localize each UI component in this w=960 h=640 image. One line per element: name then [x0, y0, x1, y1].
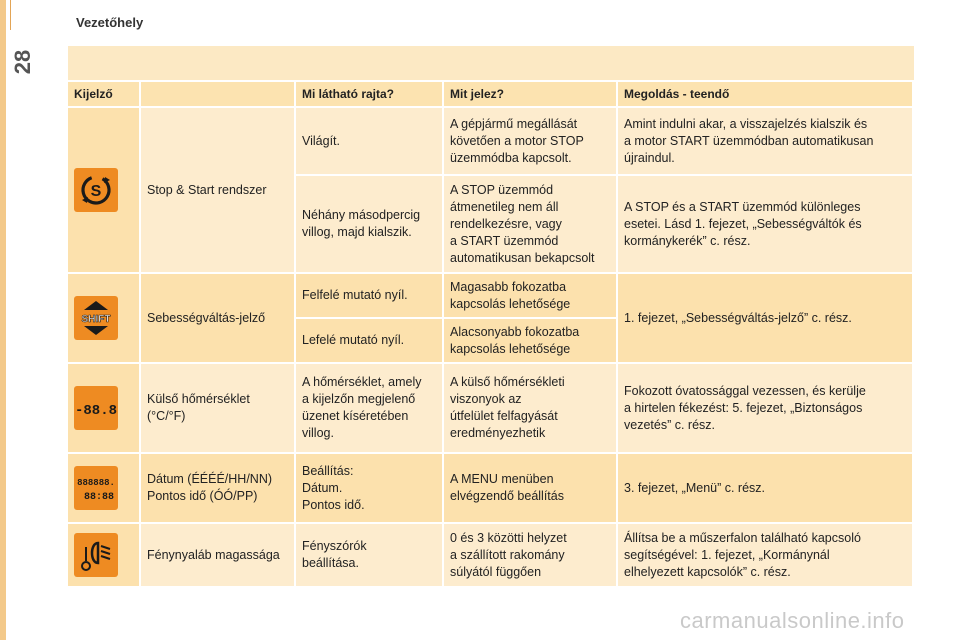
table-cell-name: Sebességváltás-jelző [141, 274, 296, 364]
table-cell-meaning: A STOP üzemmód átmenetileg nem áll rendelkezésre, vagy a START üzemmód automatikusan bekapcsolt [444, 176, 618, 274]
svg-text:S: S [90, 183, 102, 200]
svg-text:SHIFT: SHIFT [81, 314, 111, 325]
table-cell-action: Fokozott óvatossággal vezessen, és kerülje a hirtelen fékezést: 5. fejezet, „Biztonságos vezetés” c. rész. [618, 364, 914, 454]
table-cell-visible: Néhány másodpercig villog, majd kialszik. [296, 176, 444, 274]
table-header-row [68, 82, 914, 108]
stop-start-icon [74, 168, 118, 212]
table-cell-icon [68, 274, 141, 364]
table-cell-action: Állítsa be a műszerfalon található kapcsoló segítségével: 1. fejezet, „Kormánynál elhelyezett kapcsolók” c. rész. [618, 524, 914, 588]
table-cell-meaning: Magasabb fokozatba kapcsolás lehetősége [444, 274, 618, 319]
shift-indicator-icon [74, 296, 118, 340]
table-cell-visible: A hőmérséklet, amely a kijelzőn megjelenő üzenet kíséretében villog. [296, 364, 444, 454]
table-cell-name: Dátum (ÉÉÉÉ/HH/NN) Pontos idő (ÓÓ/PP) [141, 454, 296, 524]
column-header-meaning: Mit jelez? [444, 82, 618, 108]
temperature-display-icon [74, 386, 118, 430]
indicator-table [68, 82, 914, 588]
table-cell-action: A STOP és a START üzemmód különleges esetei. Lásd 1. fejezet, „Sebességváltók és kormánykerék” c. rész. [618, 176, 914, 274]
table-cell-icon [68, 454, 141, 524]
svg-text:888888.: 888888. [77, 478, 115, 488]
svg-text:-88.8: -88.8 [74, 403, 118, 419]
svg-text:88:88: 88:88 [83, 492, 115, 503]
table-cell-meaning: Alacsonyabb fokozatba kapcsolás lehetősége [444, 319, 618, 364]
column-header-visible: Mi látható rajta? [296, 82, 444, 108]
side-line [10, 0, 11, 30]
table-cell-icon [68, 108, 141, 274]
column-header-display: Kijelző [68, 82, 141, 108]
table-cell-meaning: A MENU menüben elvégzendő beállítás [444, 454, 618, 524]
table-cell-icon [68, 364, 141, 454]
table-cell-icon [68, 524, 141, 588]
table-cell-meaning: 0 és 3 közötti helyzet a szállított rakomány súlyától függően [444, 524, 618, 588]
side-bar [0, 0, 6, 640]
table-cell-meaning: A gépjármű megállását követően a motor STOP üzemmódba kapcsolt. [444, 108, 618, 176]
table-cell-action: Amint indulni akar, a visszajelzés kialszik és a motor START üzemmódban automatikusan újraindul. [618, 108, 914, 176]
table-cell-name: Stop & Start rendszer [141, 108, 296, 274]
watermark: carmanualsonline.info [680, 608, 905, 633]
table-row [68, 454, 914, 524]
table-cell-visible: Világít. [296, 108, 444, 176]
top-band [68, 46, 914, 80]
headlamp-leveling-icon [74, 533, 118, 577]
table-row [68, 274, 914, 319]
table-cell-visible: Beállítás: Dátum. Pontos idő. [296, 454, 444, 524]
date-time-display-icon [74, 466, 118, 510]
table-cell-visible: Felfelé mutató nyíl. [296, 274, 444, 319]
column-header-action: Megoldás - teendő [618, 82, 914, 108]
table-row [68, 108, 914, 176]
table-cell-name: Külső hőmérséklet (°C/°F) [141, 364, 296, 454]
table-cell-name: Fénynyaláb magassága [141, 524, 296, 588]
column-header-spacer [141, 82, 296, 108]
table-cell-action: 3. fejezet, „Menü” c. rész. [618, 454, 914, 524]
table-row [68, 364, 914, 454]
table-cell-meaning: A külső hőmérsékleti viszonyok az útfelület felfagyását eredményezhetik [444, 364, 618, 454]
page-number: 28 [10, 49, 35, 75]
table-row [68, 524, 914, 588]
section-title: Vezetőhely [76, 15, 144, 30]
table-cell-visible: Lefelé mutató nyíl. [296, 319, 444, 364]
table-cell-action: 1. fejezet, „Sebességváltás-jelző” c. rész. [618, 274, 914, 364]
table-cell-visible: Fényszórók beállítása. [296, 524, 444, 588]
